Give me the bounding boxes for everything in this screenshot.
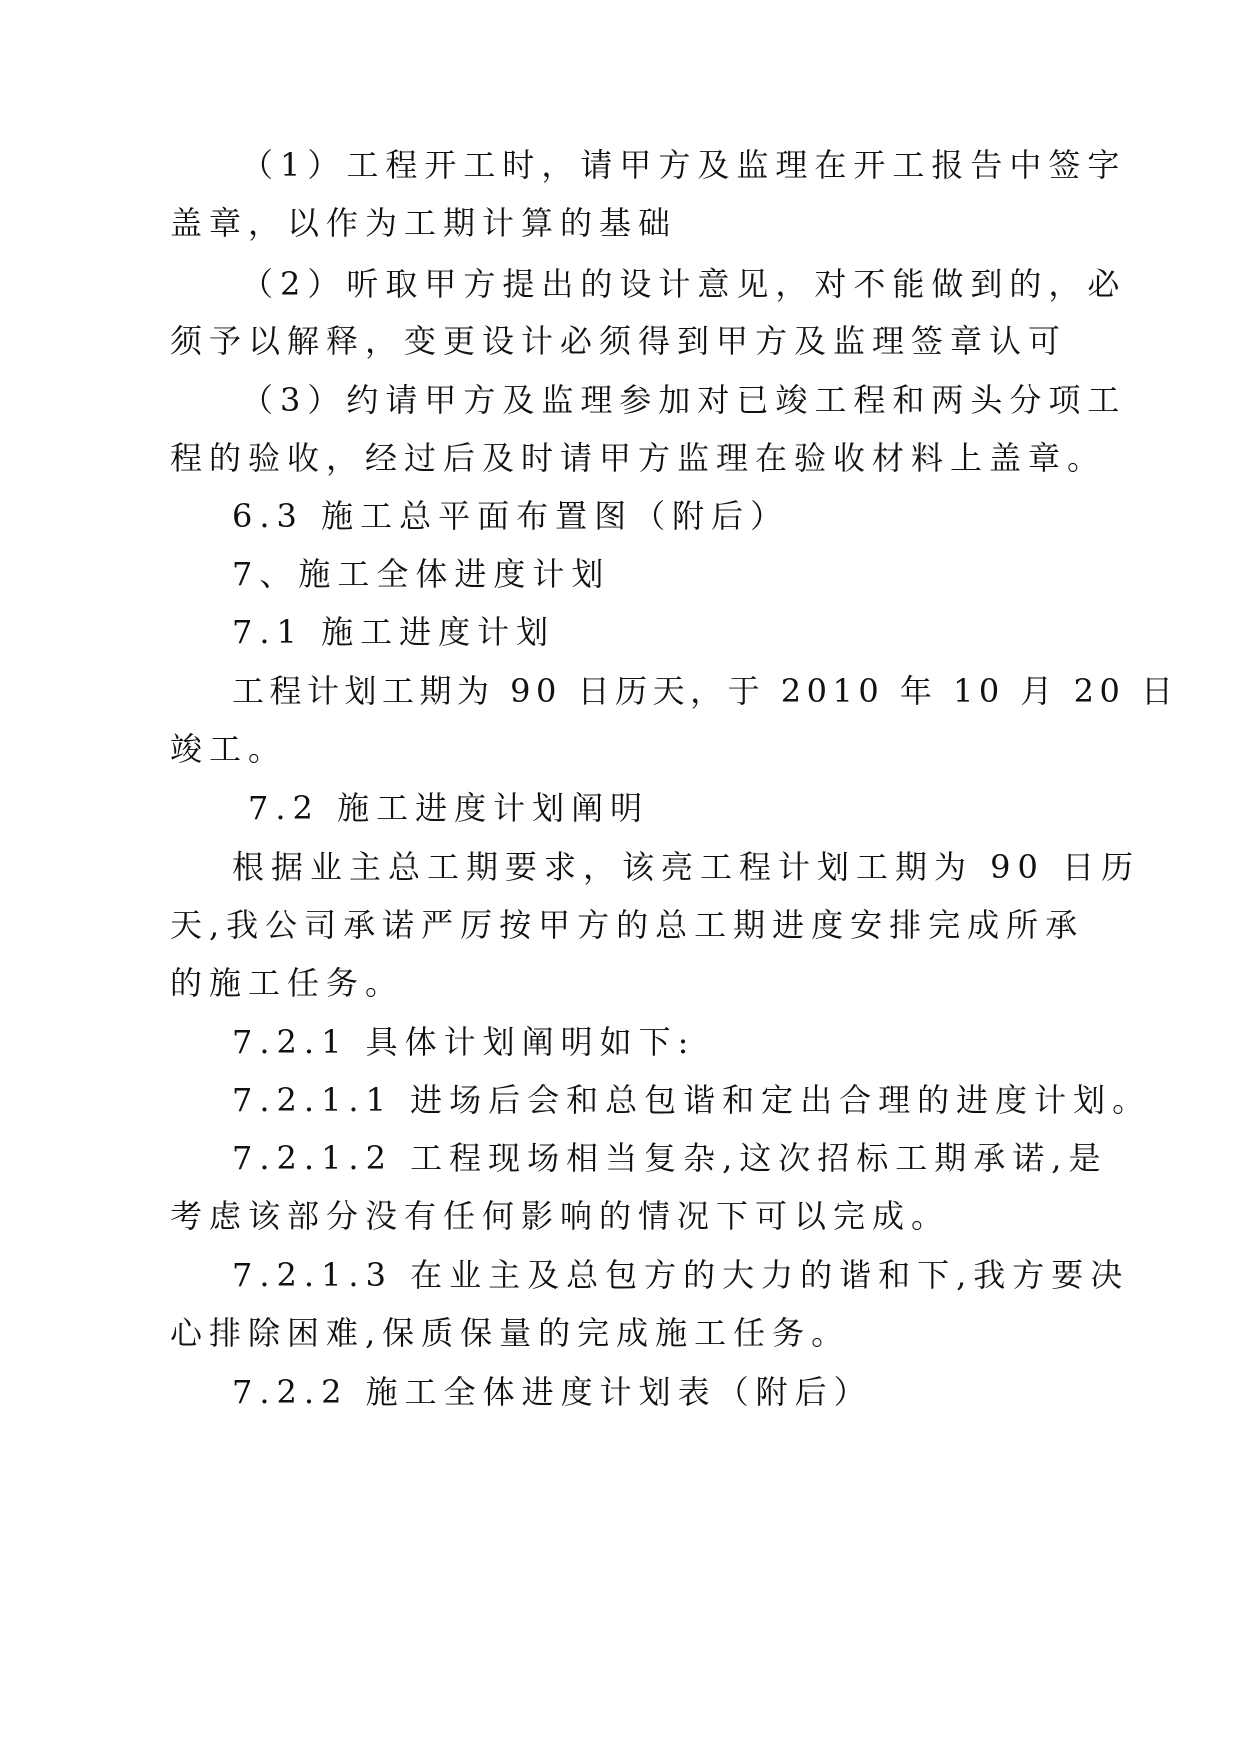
section-heading: 7.1 施工进度计划 — [232, 613, 556, 651]
text-line: 的施工任务。 — [170, 964, 405, 1002]
section-heading: 7、施工全体进度计划 — [232, 555, 611, 593]
text-line: 7.2.1.3 在业主及总包方的大力的谐和下,我方要决 — [232, 1256, 1130, 1294]
section-heading: 7.2 施工进度计划阐明 — [248, 789, 650, 827]
text-line: （1）工程开工时，请甲方及监理在开工报告中签字 — [241, 146, 1127, 184]
section-heading: 6.3 施工总平面布置图（附后） — [232, 497, 790, 535]
text-line: （2）听取甲方提出的设计意见，对不能做到的，必 — [241, 265, 1127, 303]
text-line: 盖章，以作为工期计算的基础 — [170, 204, 678, 242]
text-line: 根据业主总工期要求，该亮工程计划工期为 90 日历 — [232, 848, 1141, 886]
text-line: （3）约请甲方及监理参加对已竣工程和两头分项工 — [241, 381, 1127, 419]
text-line: 工程计划工期为 90 日历天，于 2010 年 10 月 20 日 — [232, 672, 1179, 710]
text-line: 程的验收，经过后及时请甲方监理在验收材料上盖章。 — [170, 439, 1107, 477]
text-line: 7.2.1.1 进场后会和总包谐和定出合理的进度计划。 — [232, 1081, 1152, 1119]
section-heading: 7.2.1 具体计划阐明如下: — [232, 1023, 696, 1061]
text-line: 须予以解释，变更设计必须得到甲方及监理签章认可 — [170, 322, 1068, 360]
text-line: 7.2.1.2 工程现场相当复杂,这次招标工期承诺,是 — [232, 1139, 1108, 1177]
section-heading: 7.2.2 施工全体进度计划表（附后） — [232, 1373, 873, 1411]
text-line: 心排除困难,保质保量的完成施工任务。 — [170, 1314, 851, 1352]
text-line: 天,我公司承诺严厉按甲方的总工期进度安排完成所承 — [170, 906, 1085, 944]
text-line: 竣工。 — [170, 730, 288, 768]
text-line: 考虑该部分没有任何影响的情况下可以完成。 — [170, 1197, 951, 1235]
